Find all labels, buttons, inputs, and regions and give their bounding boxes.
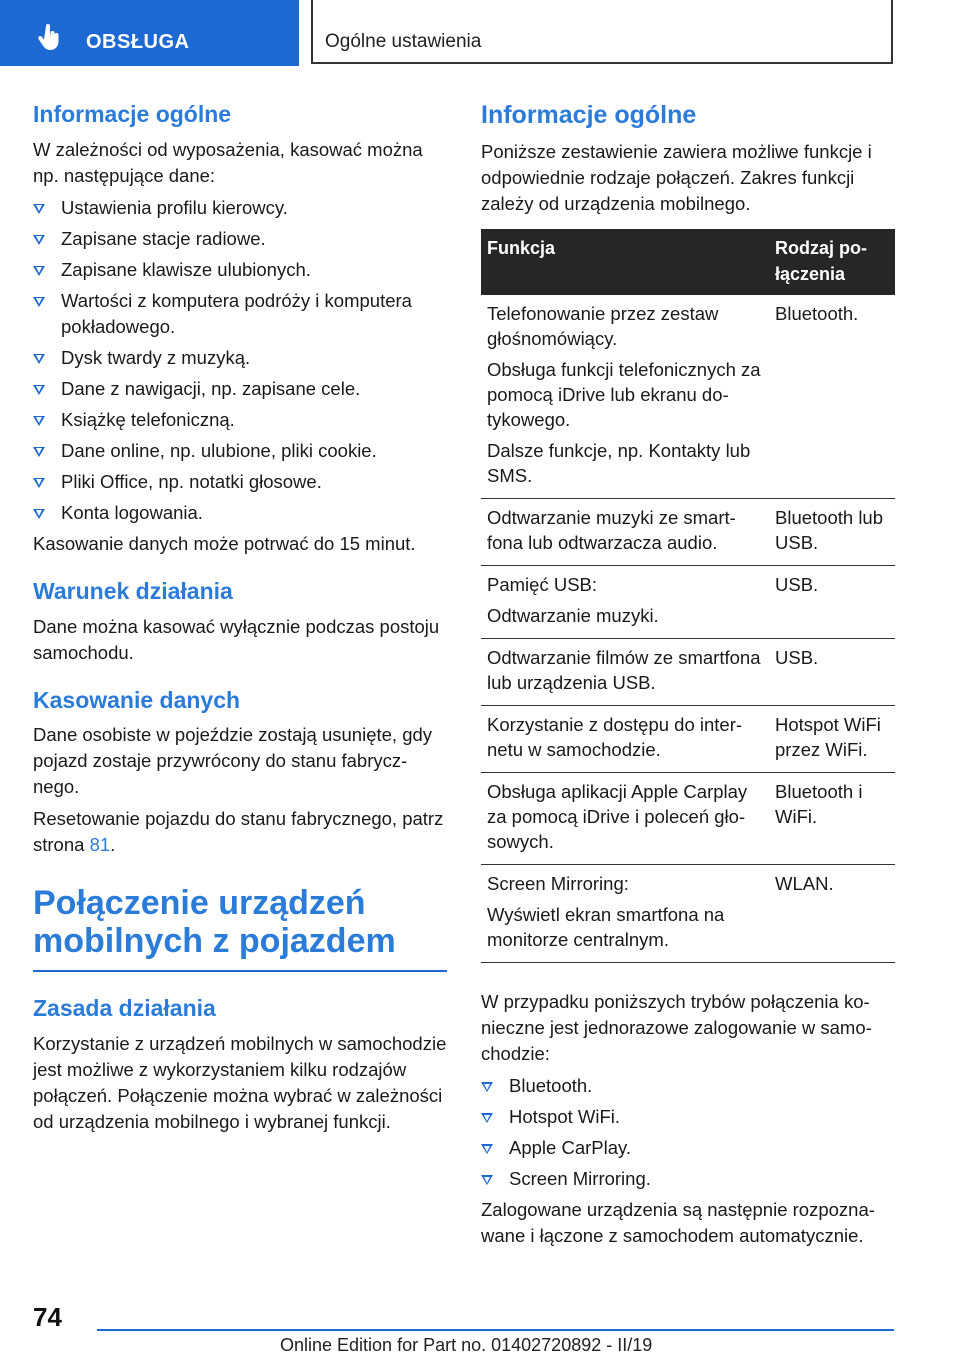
- cell-connection: USB.: [769, 639, 895, 706]
- table-row: [481, 295, 895, 499]
- section-tab-label: OBSŁUGA: [86, 31, 190, 53]
- page-number: 74: [33, 1302, 62, 1332]
- triangle-bullet-icon: [33, 297, 45, 307]
- triangle-bullet-icon: [33, 416, 45, 426]
- table-header-row: [481, 229, 895, 295]
- right-column: [481, 100, 895, 1249]
- left-column: [33, 100, 447, 1135]
- table-row: [481, 566, 895, 639]
- list-item: Hotspot WiFi.: [481, 1104, 895, 1130]
- heading-general-info: Informacje ogólne: [33, 101, 232, 127]
- list-item: Konta logowania.: [33, 500, 447, 526]
- login-modes-list: [481, 1073, 895, 1192]
- list-item: Dane z nawigacji, np. zapisane cele.: [33, 376, 447, 402]
- triangle-bullet-icon: [33, 478, 45, 488]
- deletion-time-text: Kasowanie danych może potrwać do 15 minut.: [33, 532, 416, 554]
- cell-connection: USB.: [769, 566, 895, 639]
- cell-function: Telefonowanie przez zestaw głośnomówiący. Obsługa funkcji telefonicznych za pomocą iDrive lub ekranu dotykowego. Dalsze funkcje, np. Kontakty lub SMS.: [481, 295, 769, 499]
- table-row: [481, 773, 895, 865]
- principle-text: Korzystanie z urządzeń mobilnych w samochodzie jest możliwe z wykorzystaniem kilku rodzajów połączeń. Połączenie można wybrać w zależności od urządzenia mobilnego i wybranej funkcji.: [33, 1033, 447, 1133]
- cell-function: Obsługa aplikacji Apple Carplay za pomocą iDrive i poleceń głosowych.: [481, 773, 769, 865]
- list-item: Bluetooth.: [481, 1073, 895, 1099]
- footer-divider: [97, 1329, 894, 1331]
- intro-text: Poniższe zestawienie zawiera możliwe funkcje i odpowiednie rodzaje połączeń. Zakres funkcji zależy od urządzenia mobilnego.: [481, 141, 872, 215]
- triangle-bullet-icon: [33, 509, 45, 519]
- hand-pointer-icon: [34, 22, 64, 52]
- cell-connection: Bluetooth i WiFi.: [769, 773, 895, 865]
- list-item: Dysk twardy z muzyką.: [33, 345, 447, 371]
- list-item: Screen Mirroring.: [481, 1166, 895, 1192]
- auto-connect-text: Zalogowane urządzenia są następnie rozpoznawane i łączone z samochodem automatycznie.: [481, 1199, 875, 1247]
- deletable-data-list: [33, 195, 447, 526]
- heading-general-info-right: Informacje ogólne: [481, 101, 697, 129]
- section-tab[interactable]: [0, 0, 299, 66]
- list-item: Ustawienia profilu kierowcy.: [33, 195, 447, 221]
- table-row: [481, 639, 895, 706]
- table-row: [481, 706, 895, 773]
- list-item: Zapisane stacje radiowe.: [33, 226, 447, 252]
- list-item: Zapisane klawisze ulubionych.: [33, 257, 447, 283]
- triangle-bullet-icon: [33, 447, 45, 457]
- cell-connection: WLAN.: [769, 865, 895, 963]
- triangle-bullet-icon: [481, 1175, 493, 1185]
- triangle-bullet-icon: [33, 385, 45, 395]
- delete-data-text: Dane osobiste w pojeździe zostają usunięte, gdy pojazd zostaje przywrócony do stanu fabrycznego.: [33, 724, 433, 798]
- list-item: Apple CarPlay.: [481, 1135, 895, 1161]
- triangle-bullet-icon: [481, 1113, 493, 1123]
- table-row: [481, 865, 895, 963]
- cell-connection: Hotspot WiFi przez WiFi.: [769, 706, 895, 773]
- general-info-text: W zależności od wyposażenia, kasować można np. następujące dane:: [33, 138, 423, 186]
- table-row: [481, 499, 895, 566]
- cell-connection: Bluetooth.: [769, 295, 895, 499]
- footer-edition: Online Edition for Part no. 01402720892 - II/19: [280, 1335, 653, 1355]
- list-item: Dane online, np. ulubione, pliki cookie.: [33, 438, 447, 464]
- connections-table: [481, 229, 895, 963]
- cell-function: Odtwarzanie filmów ze smartfona lub urządzenia USB.: [481, 639, 769, 706]
- chapter-divider: [33, 970, 447, 972]
- chapter-title: Połączenie urządzeń mobilnych z pojazdem: [33, 884, 396, 961]
- cell-function: Pamięć USB: Odtwarzanie muzyki.: [481, 566, 769, 639]
- triangle-bullet-icon: [33, 235, 45, 245]
- triangle-bullet-icon: [33, 266, 45, 276]
- cell-function: Korzystanie z dostępu do internetu w samochodzie.: [481, 706, 769, 773]
- triangle-bullet-icon: [33, 204, 45, 214]
- column-header-function: Funkcja: [481, 229, 769, 295]
- list-item: Pliki Office, np. notatki głosowe.: [33, 469, 447, 495]
- condition-text: Dane można kasować wyłącznie podczas postoju samochodu.: [33, 615, 440, 663]
- heading-delete-data: Kasowanie danych: [33, 686, 241, 713]
- triangle-bullet-icon: [481, 1144, 493, 1154]
- heading-principle: Zasada działania: [33, 995, 216, 1022]
- page-header-title: Ogólne ustawienia: [325, 31, 482, 52]
- list-item: Wartości z komputera podróży i komputera pokładowego.: [33, 288, 447, 340]
- column-header-connection: Rodzaj połączenia: [769, 229, 895, 295]
- login-text: W przypadku poniższych trybów połączenia konieczne jest jednorazowe zalogowanie w samochodzie:: [481, 991, 872, 1065]
- cell-connection: Bluetooth lub USB.: [769, 499, 895, 566]
- reset-text: Resetowanie pojazdu do stanu fabrycznego, patrz strona 81.: [33, 808, 444, 856]
- triangle-bullet-icon: [481, 1082, 493, 1092]
- heading-condition: Warunek działania: [33, 577, 233, 604]
- cell-function: Odtwarzanie muzyki ze smartfona lub odtwarzacza audio.: [481, 499, 769, 566]
- triangle-bullet-icon: [33, 354, 45, 364]
- cell-function: Screen Mirroring: Wyświetl ekran smartfona na monitorze centralnym.: [481, 865, 769, 963]
- list-item: Książkę telefoniczną.: [33, 407, 447, 433]
- page-link[interactable]: 81: [89, 834, 111, 856]
